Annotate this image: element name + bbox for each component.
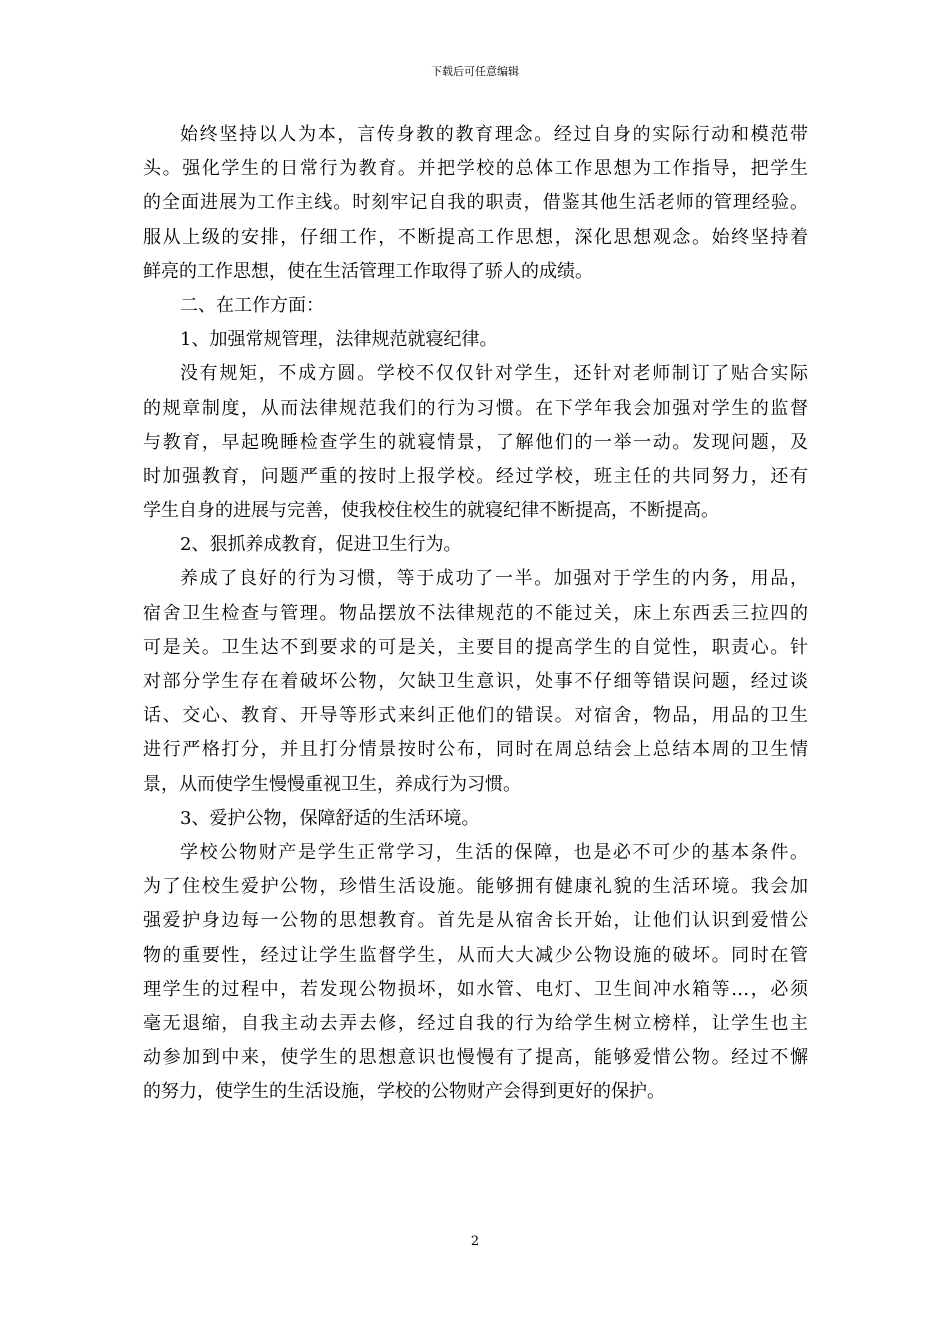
subsection-heading: 1、加强常规管理，法律规范就寝纪律。: [180, 329, 498, 351]
text-line: 鲜亮的工作思想，使在生活管理工作取得了骄人的成绩。: [143, 260, 593, 282]
text-line: 理学生的过程中，若发现公物损坏，如水管、电灯、卫生间冲水箱等…，必须: [143, 978, 808, 1000]
text-line: 对部分学生存在着破坏公物，欠缺卫生意识，处事不仔细等错误问题，经过谈: [143, 671, 808, 692]
page-header: 下载后可任意编辑: [431, 65, 519, 78]
text-line: 没有规矩，不成方圆。学校不仅仅针对学生，还针对老师制订了贴合实际: [180, 363, 808, 385]
text-line: 始终坚持以人为本，言传身教的教育理念。经过自身的实际行动和模范带: [180, 124, 808, 145]
text-line: 养成了良好的行为习惯，等于成功了一半。加强对于学生的内务，用品，: [180, 568, 808, 590]
text-line: 服从上级的安排，仔细工作，不断提高工作思想，深化思想观念。始终坚持着: [143, 226, 808, 248]
document-body: [143, 118, 808, 1109]
text-line: 时加强教育，问题严重的按时上报学校。经过学校，班主任的共同努力，还有: [143, 465, 808, 487]
text-line: 强爱护身边每一公物的思想教育。首先是从宿舍长开始，让他们认识到爱惜公: [143, 910, 808, 932]
text-line: 学校公物财产是学生正常学习，生活的保障，也是必不可少的基本条件。: [180, 841, 808, 863]
text-line: 可是关。卫生达不到要求的可是关，主要目的提高学生的自觉性，职责心。针: [143, 636, 808, 658]
text-line: 头。强化学生的日常行为教育。并把学校的总体工作思想为工作指导，把学生: [143, 158, 808, 180]
section-heading: 二、在工作方面：: [180, 294, 324, 316]
text-line: 与教育，早起晚睡检查学生的就寝情景，了解他们的一举一动。发现问题，及: [143, 431, 808, 453]
text-line: 景，从而使学生慢慢重视卫生，养成行为习惯。: [143, 773, 521, 795]
text-line: 的努力，使学生的生活设施，学校的公物财产会得到更好的保护。: [143, 1081, 665, 1103]
subsection-heading: 3、爱护公物，保障舒适的生活环境。: [180, 807, 480, 829]
text-line: 话、交心、教育、开导等形式来纠正他们的错误。对宿舍，物品，用品的卫生: [143, 705, 808, 727]
text-line: 动参加到中来，使学生的思想意识也慢慢有了提高，能够爱惜公物。经过不懈: [143, 1047, 808, 1069]
text-line: 学生自身的进展与完善，使我校住校生的就寝纪律不断提高，不断提高。: [143, 500, 719, 522]
text-line: 为了住校生爱护公物，珍惜生活设施。能够拥有健康礼貌的生活环境。我会加: [143, 876, 808, 898]
text-line: 宿舍卫生检查与管理。物品摆放不法律规范的不能过关，床上东西丢三拉四的: [143, 602, 808, 624]
text-line: 进行严格打分，并且打分情景按时公布，同时在周总结会上总结本周的卫生情: [143, 739, 808, 761]
page-number: 2: [470, 1234, 480, 1249]
text-line: 的全面进展为工作主线。时刻牢记自我的职责，借鉴其他生活老师的管理经验。: [143, 192, 808, 214]
text-line: 毫无退缩，自我主动去弄去修，经过自我的行为给学生树立榜样，让学生也主: [143, 1012, 808, 1034]
subsection-heading: 2、狠抓养成教育，促进卫生行为。: [180, 534, 462, 556]
text-line: 的规章制度，从而法律规范我们的行为习惯。在下学年我会加强对学生的监督: [143, 397, 808, 419]
text-line: 物的重要性，经过让学生监督学生，从而大大减少公物设施的破坏。同时在管: [143, 944, 808, 966]
